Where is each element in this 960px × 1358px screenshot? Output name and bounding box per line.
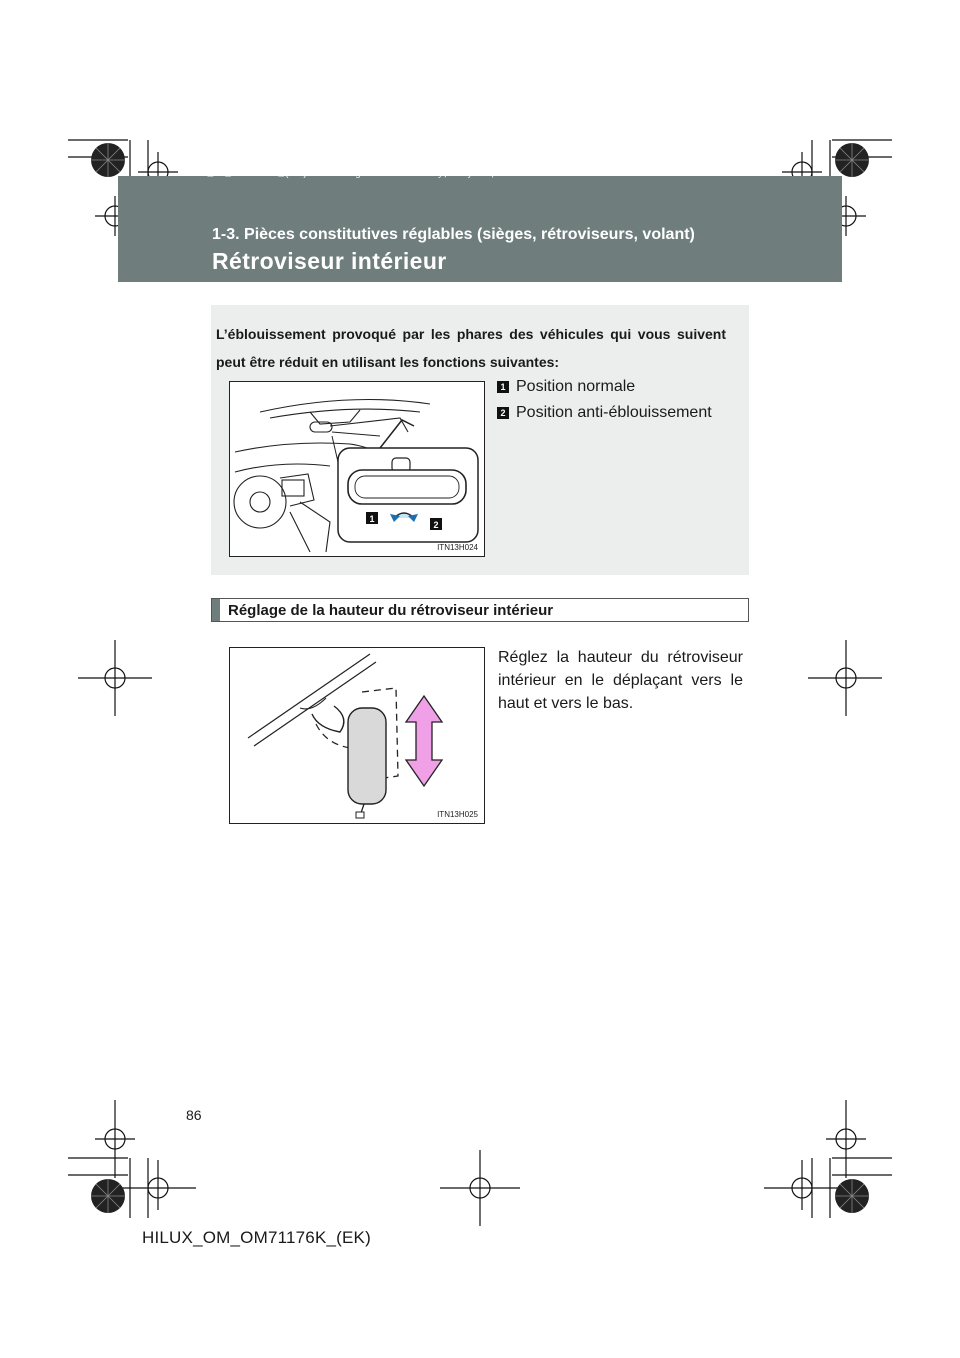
figure-code: ITN13H025 <box>437 810 478 819</box>
legend-label: Position anti-éblouissement <box>516 404 712 421</box>
up-down-arrow-icon <box>406 696 442 786</box>
figure-code: ITN13H024 <box>437 543 478 552</box>
subsection-title: Réglage de la hauteur du rétroviseur intérieur <box>228 601 554 619</box>
adjust-instructions: Réglez la hauteur du rétroviseur intérieur en le déplaçant vers le haut et vers le bas. <box>498 649 743 712</box>
legend-number-badge: 1 <box>497 381 509 393</box>
intro-text: L’éblouissement provoqué par les phares des véhicules qui vous suivent peut être réduit en utilisant les fonctions suivantes: <box>216 326 726 370</box>
book-info-stamp: HILUX_OM_OM71176K_(EK).book Page 86 Wednesday, May 16, 2012 2:32 PM <box>178 168 574 179</box>
page-title: Rétroviseur intérieur <box>212 248 447 274</box>
legend-number-badge: 2 <box>497 407 509 419</box>
legend-item-antiglare <box>497 404 712 422</box>
mirror-cabin-illustration <box>230 382 484 556</box>
mirror-height-illustration <box>230 648 484 823</box>
page-number: 86 <box>186 1107 202 1123</box>
section-label: 1-3. Pièces constitutives réglables (sièges, rétroviseurs, volant) <box>212 226 695 243</box>
subsection-marker <box>212 599 220 621</box>
subsection-header <box>211 598 749 622</box>
callout-1: 1 <box>369 514 375 524</box>
document-code: HILUX_OM_OM71176K_(EK) <box>142 1228 371 1247</box>
mirror-cabin-figure <box>229 381 485 557</box>
legend-item-normal <box>497 378 635 396</box>
mirror-height-figure <box>229 647 485 824</box>
callout-2: 2 <box>433 520 439 530</box>
legend-label: Position normale <box>516 378 636 395</box>
